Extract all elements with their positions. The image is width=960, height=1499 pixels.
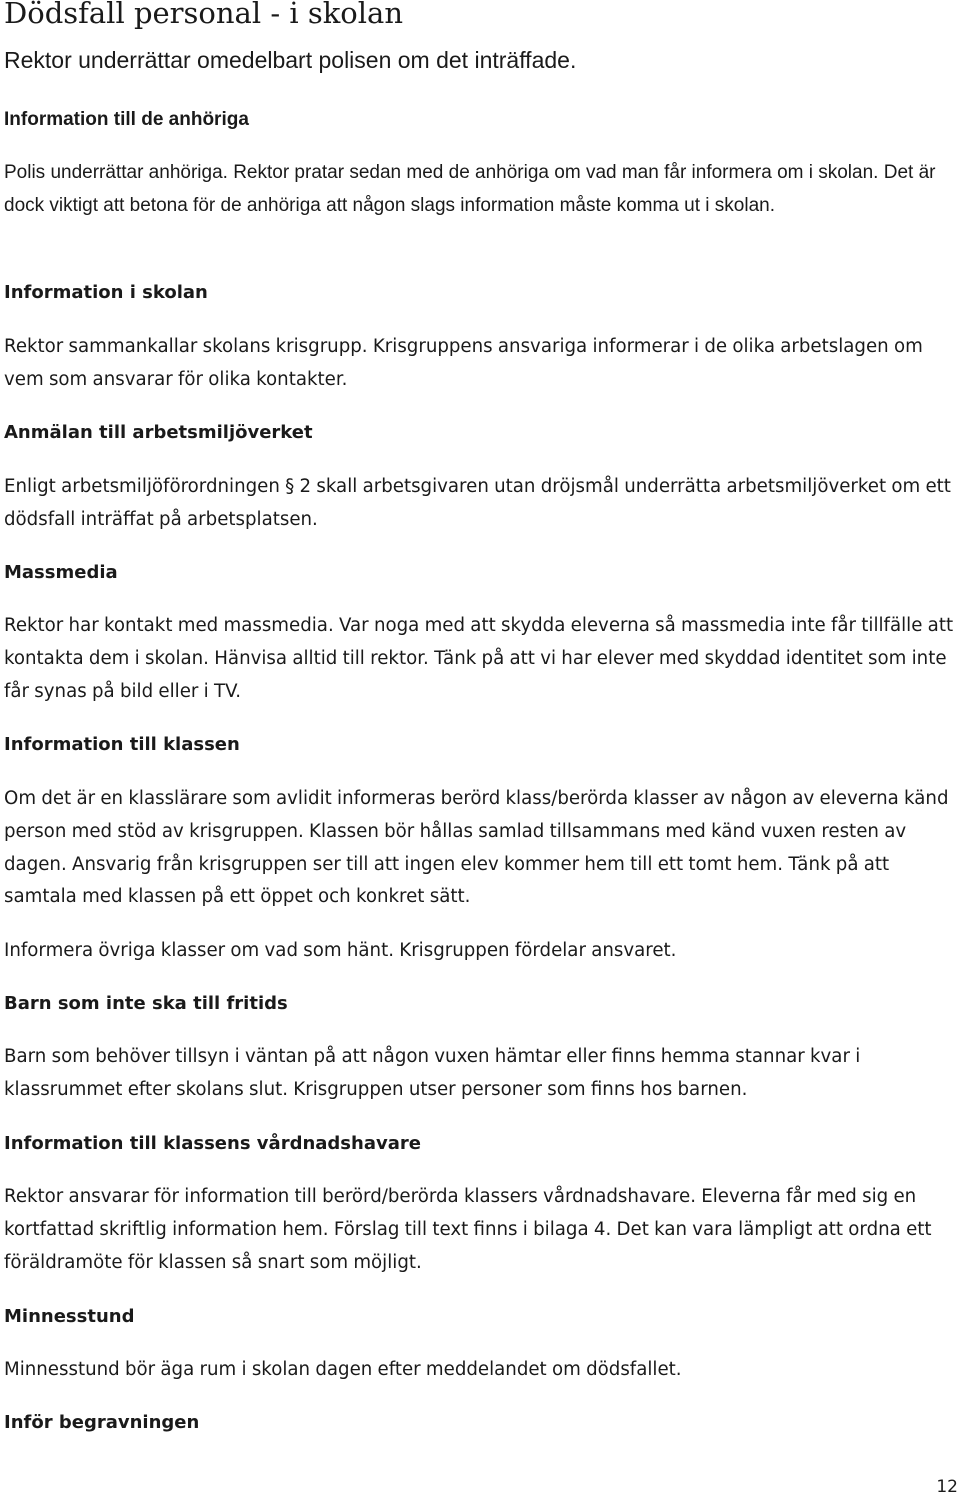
section-heading-anhoriga: Information till de anhöriga bbox=[4, 109, 249, 130]
section-paragraph-skolan: Rektor sammankallar skolans krisgrupp. Krisgruppens ansvariga informerar i de olika arbetslagen om vem som ansvarar för olika kontakter. bbox=[4, 336, 923, 390]
section-heading-minnesstund: Minnesstund bbox=[4, 1306, 135, 1327]
page-title: Dödsfall personal - i skolan bbox=[4, 0, 404, 30]
section-paragraph-fritids: Barn som behöver tillsyn i väntan på att någon vuxen hämtar eller finns hemma stannar kvar i klassrummet efter skolans slut. Krisgruppen utser personer som finns hos barnen. bbox=[4, 1046, 861, 1100]
section-heading-fritids: Barn som inte ska till fritids bbox=[4, 993, 288, 1014]
section-paragraph-vardnadshavare: Rektor ansvarar för information till berörd/berörda klassers vårdnadshavare. Eleverna får med sig en kortfattad skriftlig information hem. Förslag till text finns i bilaga 4. Det kan vara lämpligt att ordna ett föräldramöte för klassen så snart som möjligt. bbox=[4, 1186, 932, 1273]
section-heading-skolan: Information i skolan bbox=[4, 282, 208, 303]
section-heading-klassen: Information till klassen bbox=[4, 734, 240, 755]
section-paragraph-anhoriga: Polis underrättar anhöriga. Rektor pratar sedan med de anhöriga om vad man får informera om i skolan. Det är dock viktigt att betona för de anhöriga att någon slags information måste komma ut i skolan. bbox=[4, 162, 936, 216]
page-number: 12 bbox=[936, 1477, 958, 1497]
section-paragraph-arbetsmiljoverket: Enligt arbetsmiljöförordningen § 2 skall arbetsgivaren utan dröjsmål underrätta arbetsmiljöverket om ett dödsfall inträffat på arbetsplatsen. bbox=[4, 476, 951, 530]
section-paragraph-minnesstund: Minnesstund bör äga rum i skolan dagen efter meddelandet om dödsfallet. bbox=[4, 1359, 682, 1380]
section-paragraph-klassen-1: Om det är en klasslärare som avlidit informeras berörd klass/berörda klasser av någon av eleverna känd person med stöd av krisgruppen. Klassen bör hållas samlad tillsammans med känd vuxen resten av dagen. Ansvarig från krisgruppen ser till att ingen elev kommer hem till ett tomt hem. Tänk på att samtala med klassen på ett öppet och konkret sätt. bbox=[4, 788, 949, 908]
section-paragraph-klassen-2: Informera övriga klasser om vad som hänt. Krisgruppen fördelar ansvaret. bbox=[4, 940, 677, 961]
section-heading-massmedia: Massmedia bbox=[4, 562, 118, 583]
section-heading-begravningen: Inför begravningen bbox=[4, 1412, 200, 1433]
section-heading-vardnadshavare: Information till klassens vårdnadshavare bbox=[4, 1133, 421, 1154]
page-subtitle: Rektor underrättar omedelbart polisen om det inträffade. bbox=[4, 47, 577, 73]
section-paragraph-massmedia: Rektor har kontakt med massmedia. Var noga med att skydda eleverna så massmedia inte får tillfälle att kontakta dem i skolan. Hänvisa alltid till rektor. Tänk på att vi har elever med skyddad identitet som inte får synas på bild eller i TV. bbox=[4, 615, 954, 702]
section-heading-arbetsmiljoverket: Anmälan till arbetsmiljöverket bbox=[4, 422, 313, 443]
